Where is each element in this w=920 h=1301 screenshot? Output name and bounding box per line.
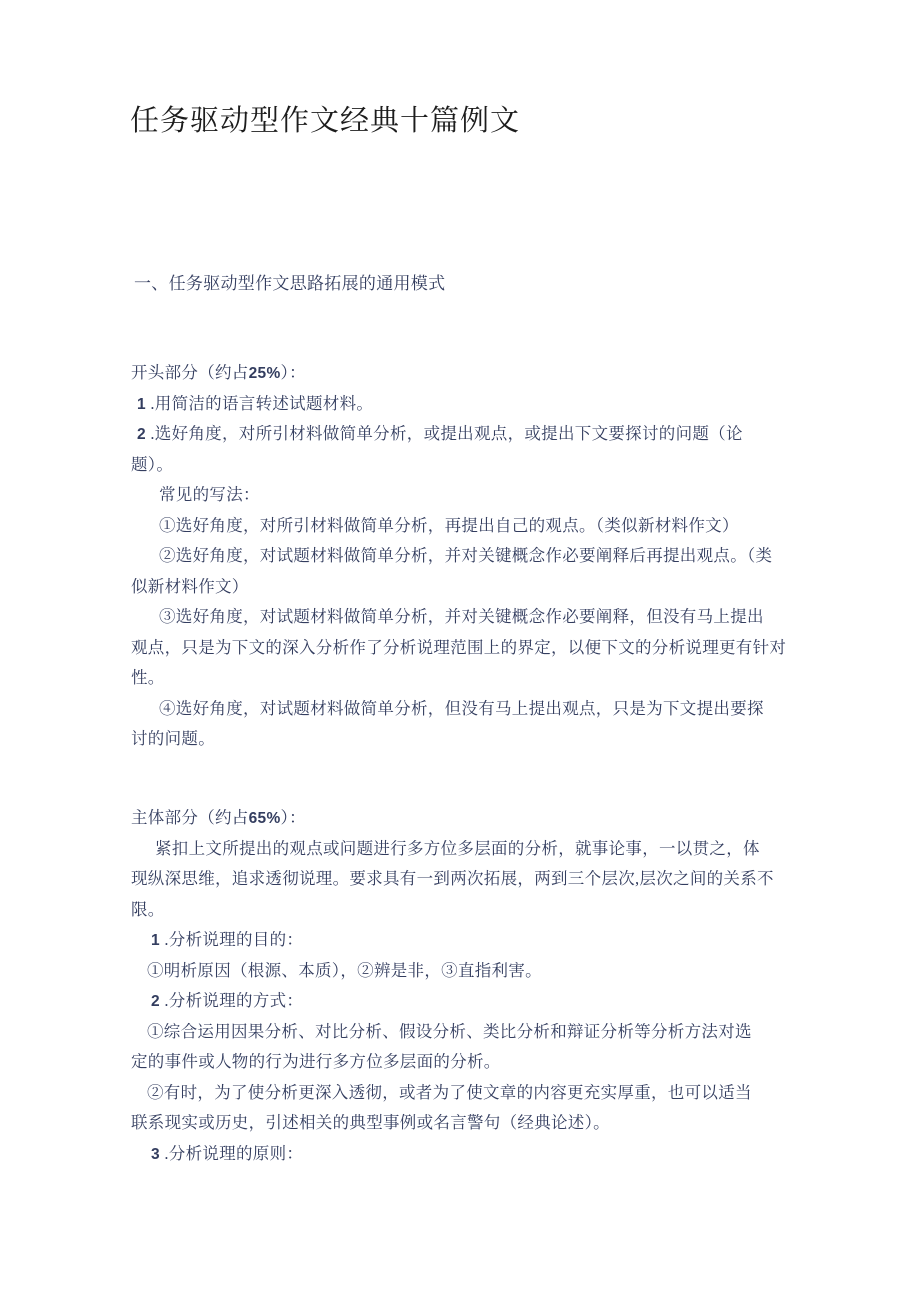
text-line: 联系现实或历史，引述相关的典型事例或名言警句（经典论述）。 [131,1113,610,1132]
text-line: 现纵深思维，追求透彻说理。要求具有一到两次拓展，两到三个层次,层次之间的关系不 [131,869,774,888]
text-line: 紧扣上文所提出的观点或问题进行多方位多层面的分析，就事论事，一以贯之，体 [155,838,760,858]
text-line: 2 .分析说理的方式： [151,991,304,1010]
inline-number: 3 [151,1145,160,1163]
text-line: 2 .选好角度，对所引材料做简单分析，或提出观点，或提出下文要探讨的问题（论 [137,424,743,443]
main-body-section [131,803,806,1169]
text-line: ③选好角度，对试题材料做简单分析，并对关键概念作必要阐释，但没有马上提出 [159,607,764,626]
text-line: 常见的写法： [159,485,260,504]
text-line: ①选好角度，对所引材料做简单分析，再提出自己的观点。（类似新材料作文） [159,515,739,535]
text-line: 讨的问题。 [131,729,215,748]
document-title: 任务驱动型作文经典十篇例文 [130,105,521,137]
text-line: 1 .分析说理的目的： [151,930,304,949]
inline-number: 65% [248,810,281,827]
text-line: ②选好角度，对试题材料做简单分析，并对关键概念作必要阐释后再提出观点。（类 [159,546,773,565]
text-line: ④选好角度，对试题材料做简单分析，但没有马上提出观点，只是为下文提出要探 [159,698,764,718]
inline-number: 1 [137,395,146,413]
inline-number: 25% [248,365,281,382]
text-line: 开头部分（约占25%）： [131,363,306,382]
text-line: 3 .分析说理的原则： [151,1143,304,1163]
opening-section [131,358,806,755]
inline-number: 2 [137,426,146,443]
text-line: 题）。 [131,454,174,474]
text-line: 性。 [131,668,165,687]
text-line: ①明析原因（根源、本质），②辨是非，③直指利害。 [147,960,542,980]
inline-number: 1 [151,932,160,949]
text-line: 观点，只是为下文的深入分析作了分析说理范围上的界定，以便下文的分析说理更有针对 [131,637,787,657]
text-line: 似新材料作文） [131,576,249,596]
section-heading: 一、任务驱动型作文思路拓展的通用模式 [134,274,446,293]
text-line: ②有时，为了使分析更深入透彻，或者为了使文章的内容更充实厚重，也可以适当 [147,1082,752,1102]
inline-number: 2 [151,993,160,1010]
text-line: 主体部分（约占65%）： [131,808,306,827]
text-line: 限。 [131,899,165,919]
text-line: ①综合运用因果分析、对比分析、假设分析、类比分析和辩证分析等分析方法对选 [147,1021,752,1041]
text-line: 1 .用简洁的语言转述试题材料。 [137,393,374,413]
text-line: 定的事件或人物的行为进行多方位多层面的分析。 [131,1052,501,1071]
